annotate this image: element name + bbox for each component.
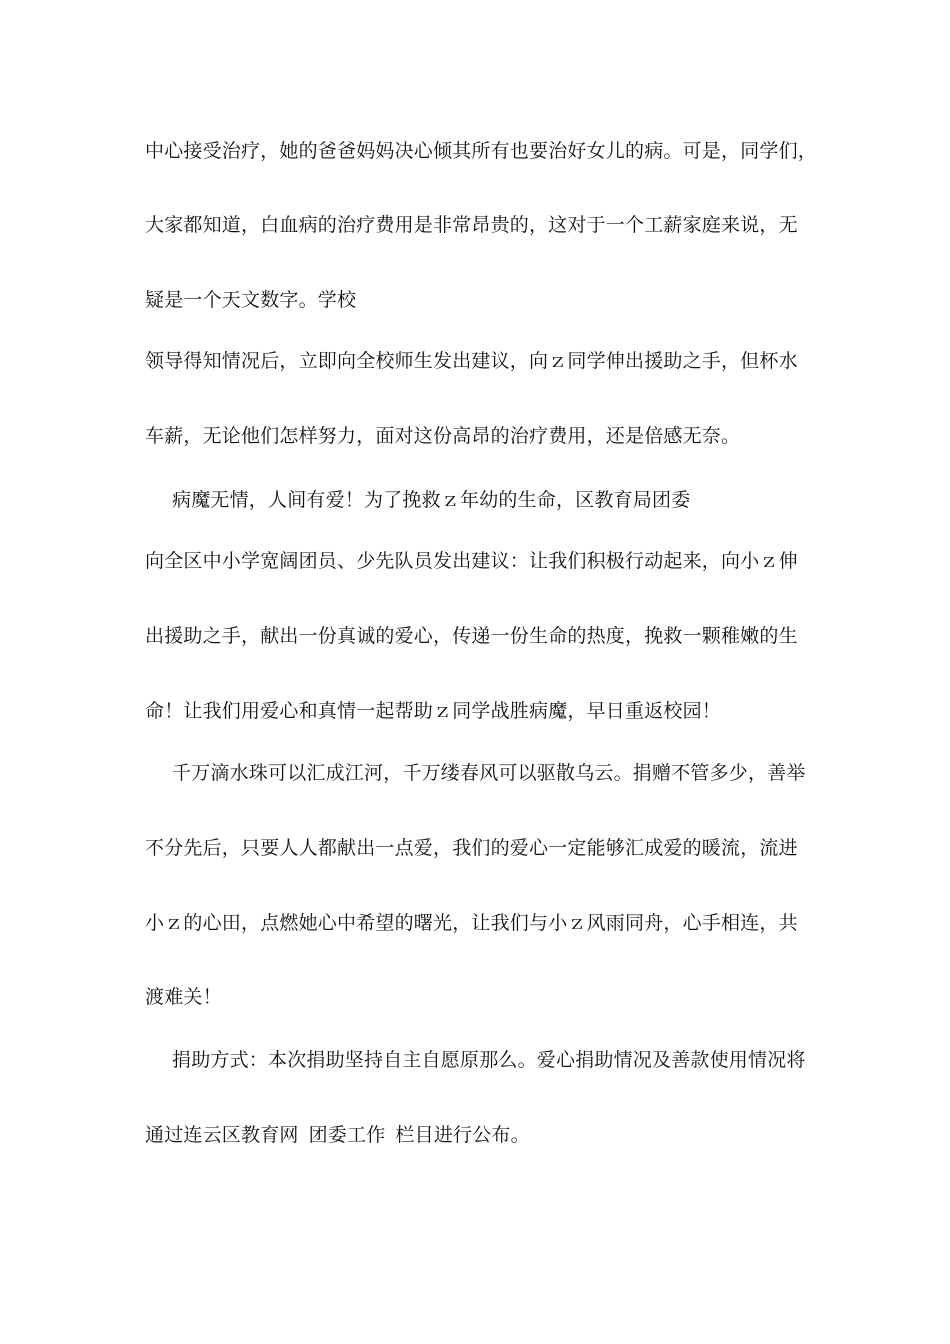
text-line: 车薪，无论他们怎样努力，面对这份高昂的治疗费用，还是倍感无奈。 (145, 425, 741, 447)
text-line: 向全区中小学宽阔团员、少先队员发出建议：让我们积极行动起来，向小ｚ伸 (145, 550, 798, 572)
paragraph-start-line: 千万滴水珠可以汇成江河，千万缕春风可以驱散乌云。捐赠不管多少，善举 (172, 762, 806, 784)
text-line: 中心接受治疗，她的爸爸妈妈决心倾其所有也要治好女儿的病。可是，同学们， (145, 140, 818, 162)
text-line: 不分先后，只要人人都献出一点爱，我们的爱心一定能够汇成爱的暖流，流进 (145, 837, 798, 859)
text-line: 小ｚ的心田，点燃她心中希望的曙光，让我们与小ｚ风雨同舟，心手相连，共 (145, 912, 798, 934)
text-segment: 通过连云区教育网 (145, 1124, 299, 1146)
text-line: 大家都知道，白血病的治疗费用是非常昂贵的，这对于一个工薪家庭来说，无 (145, 214, 798, 236)
paragraph-start-line: 捐助方式：本次捐助坚持自主自愿原那么。爱心捐助情况及善款使用情况将 (172, 1049, 806, 1071)
last-text-line (145, 1123, 815, 1147)
paragraph-start-line: 病魔无情，人间有爱！为了挽救ｚ年幼的生命，区教育局团委 (172, 489, 691, 511)
text-line: 命！让我们用爱心和真情一起帮助ｚ同学战胜病魔，早日重返校园！ (145, 700, 722, 722)
text-segment: 栏目进行公布。 (395, 1124, 530, 1146)
text-line: 渡难关！ (145, 986, 222, 1008)
text-line: 出援助之手，献出一份真诚的爱心，传递一份生命的热度，挽救一颗稚嫩的生 (145, 625, 798, 647)
text-line: 疑是一个天文数字。学校 (145, 289, 357, 311)
text-segment: 团委工作 (308, 1124, 386, 1146)
text-line: 领导得知情况后，立即向全校师生发出建议，向ｚ同学伸出援助之手，但杯水 (145, 350, 798, 372)
